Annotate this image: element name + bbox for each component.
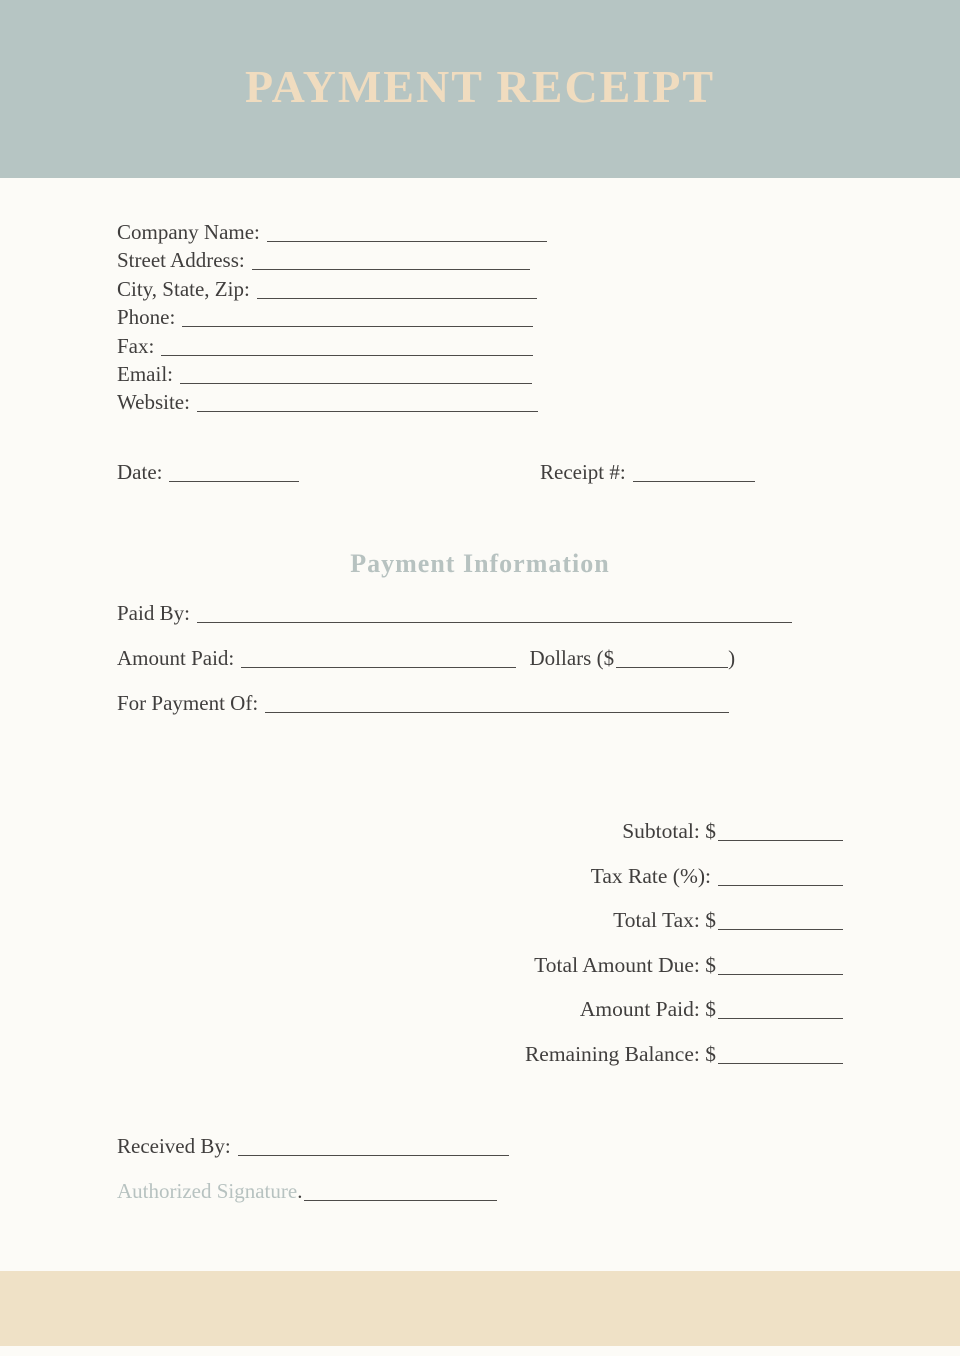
total-tax-row bbox=[525, 907, 843, 933]
page-title: PAYMENT RECEIPT bbox=[244, 60, 716, 112]
remaining-balance-label: Remaining Balance: $ bbox=[524, 1041, 716, 1066]
for-payment-of-blank-line bbox=[265, 698, 729, 713]
subtotal-label: Subtotal: $ bbox=[622, 819, 716, 843]
for-payment-of-row bbox=[117, 690, 729, 716]
city-state-zip-label: City, State, Zip: bbox=[117, 276, 250, 301]
remaining-balance-row bbox=[525, 1041, 843, 1067]
dollars-close-paren: ) bbox=[728, 646, 736, 670]
subtotal-row bbox=[525, 818, 843, 844]
street-address-row bbox=[117, 246, 547, 274]
amount-paid-blank-line bbox=[241, 653, 516, 668]
dollars-blank-line bbox=[616, 653, 728, 668]
receipt-number-blank-line bbox=[633, 467, 755, 482]
authorized-signature-period: . bbox=[297, 1179, 303, 1203]
email-label: Email: bbox=[117, 362, 173, 387]
city-state-zip-row bbox=[117, 275, 547, 303]
authorized-signature-blank-line bbox=[304, 1186, 497, 1201]
dollars-label: Dollars ($ bbox=[529, 646, 615, 670]
fax-label: Fax: bbox=[117, 333, 155, 358]
receipt-number-label: Receipt #: bbox=[540, 460, 626, 484]
company-info-block bbox=[117, 218, 547, 417]
total-tax-label: Total Tax: $ bbox=[613, 908, 716, 932]
authorized-signature-row bbox=[117, 1178, 497, 1204]
date-blank-line bbox=[169, 467, 299, 482]
amount-paid-total-blank-line bbox=[718, 1004, 843, 1019]
payment-information-heading: Payment Information bbox=[350, 549, 610, 578]
website-blank-line bbox=[197, 397, 538, 412]
received-by-row bbox=[117, 1133, 509, 1159]
received-by-blank-line bbox=[238, 1141, 509, 1156]
website-row bbox=[117, 388, 547, 416]
receipt-number-group bbox=[540, 459, 755, 485]
phone-blank-line bbox=[182, 312, 533, 327]
amount-paid-total-row bbox=[525, 996, 843, 1022]
amount-paid-row bbox=[117, 645, 735, 671]
remaining-balance-blank-line bbox=[718, 1049, 843, 1064]
date-receipt-row bbox=[117, 459, 843, 485]
amount-paid-label: Amount Paid: bbox=[117, 646, 235, 670]
email-row bbox=[117, 360, 547, 388]
date-label: Date: bbox=[117, 460, 163, 484]
street-address-label: Street Address: bbox=[117, 248, 245, 273]
phone-label: Phone: bbox=[117, 305, 176, 330]
authorized-signature-label: Authorized Signature bbox=[117, 1179, 298, 1203]
subtotal-blank-line bbox=[718, 826, 843, 841]
paid-by-label: Paid By: bbox=[117, 601, 190, 625]
total-amount-due-blank-line bbox=[718, 960, 843, 975]
paid-by-row bbox=[117, 600, 792, 626]
tax-rate-label: Tax Rate (%): bbox=[590, 863, 711, 888]
paid-by-blank-line bbox=[197, 608, 792, 623]
street-address-blank-line bbox=[252, 255, 530, 270]
website-label: Website: bbox=[117, 390, 190, 415]
amount-paid-total-label: Amount Paid: $ bbox=[579, 997, 716, 1021]
total-tax-blank-line bbox=[718, 915, 843, 930]
total-amount-due-row bbox=[525, 952, 843, 978]
city-state-zip-blank-line bbox=[257, 284, 537, 299]
company-name-label: Company Name: bbox=[117, 220, 260, 244]
received-by-label: Received By: bbox=[117, 1134, 231, 1158]
phone-row bbox=[117, 303, 547, 331]
company-name-row bbox=[117, 218, 547, 246]
tax-rate-blank-line bbox=[718, 871, 843, 886]
for-payment-of-label: For Payment Of: bbox=[117, 691, 259, 715]
total-amount-due-label: Total Amount Due: $ bbox=[534, 952, 716, 977]
fax-row bbox=[117, 332, 547, 360]
company-name-blank-line bbox=[267, 227, 547, 242]
header-band bbox=[0, 0, 960, 178]
footer-band bbox=[0, 1271, 960, 1346]
totals-block bbox=[525, 818, 843, 1085]
fax-blank-line bbox=[161, 341, 533, 356]
tax-rate-row bbox=[525, 863, 843, 889]
email-blank-line bbox=[180, 369, 532, 384]
